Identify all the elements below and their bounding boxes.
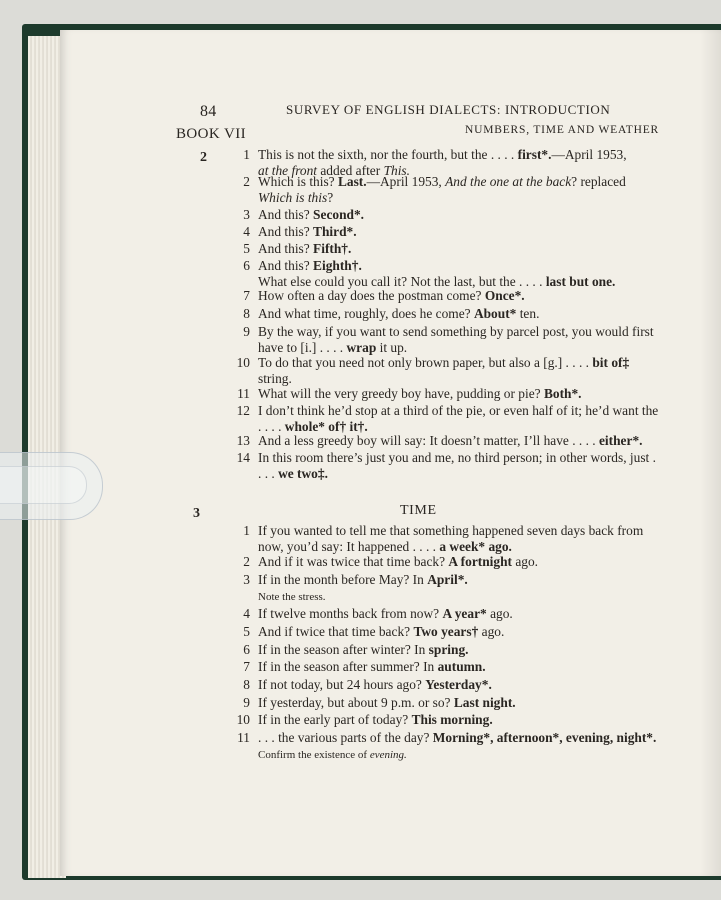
page-number: 84 xyxy=(200,103,217,120)
plastic-page-clip-inner xyxy=(0,466,87,504)
question-number: 8 xyxy=(243,306,250,321)
question-item: 7 If in the season after summer? In autumn. xyxy=(243,659,486,674)
question-item: 6 And this? Eighth†. What else could you call it? Not the last, but the . . . . last but one. xyxy=(243,258,616,289)
question-item: 11 . . . the various parts of the day? Morning*, afternoon*, evening, night*. Confirm the existence of evening. xyxy=(237,730,657,761)
note: Note the stress. xyxy=(258,590,326,603)
question-number: 10 xyxy=(236,355,250,370)
question-item: 8 If not today, but 24 hours ago? Yesterday*. xyxy=(243,677,492,692)
question-item: 9 If yesterday, but about 9 p.m. or so? Last night. xyxy=(243,695,516,710)
question-number: 7 xyxy=(243,288,250,303)
question-number: 9 xyxy=(243,324,250,339)
question-number: 6 xyxy=(243,642,250,657)
question-number: 14 xyxy=(236,450,250,465)
question-item: 2 Which is this? Last.—April 1953, And the one at the back? replaced Which is this? xyxy=(243,174,626,205)
question-item: 6 If in the season after winter? In spring. xyxy=(243,642,469,657)
gutter-shadow xyxy=(700,30,721,876)
question-item: 1 This is not the sixth, nor the fourth, but the . . . . first*.—April 1953, at the front added after This. xyxy=(243,147,627,178)
question-item: 12 I don’t think he’d stop at a third of the pie, or even half of it; he’d want the . . . . whole* of† it†. xyxy=(236,403,659,434)
book-label: BOOK VII xyxy=(176,126,247,142)
question-item: 7 How often a day does the postman come? Once*. xyxy=(243,288,525,303)
question-number: 12 xyxy=(236,403,250,418)
question-number: 1 xyxy=(243,147,250,162)
question-item: 4 And this? Third*. xyxy=(243,224,357,239)
question-item: 10 If in the early part of today? This morning. xyxy=(236,712,493,727)
question-item: 13 And a less greedy boy will say: It doesn’t matter, I’ll have . . . . either*. xyxy=(236,433,643,448)
question-item: 8 And what time, roughly, does he come? About* ten. xyxy=(243,306,540,321)
question-number: 3 xyxy=(243,572,250,587)
question-number: 8 xyxy=(243,677,250,692)
question-number: 11 xyxy=(237,730,250,745)
question-item: 4 If twelve months back from now? A year* ago. xyxy=(243,606,513,621)
question-number: 4 xyxy=(243,606,250,621)
question-number: 10 xyxy=(236,712,250,727)
question-item: 14 In this room there’s just you and me, no third person; in other words, just . . . . we two‡. xyxy=(236,450,656,481)
question-number: 9 xyxy=(243,695,250,710)
question-number: 6 xyxy=(243,258,250,273)
section-heading: TIME xyxy=(400,503,437,518)
question-item: 3 If in the month before May? In April*. Note the stress. xyxy=(243,572,468,603)
question-item: 3 And this? Second*. xyxy=(243,207,365,222)
question-number: 7 xyxy=(243,659,250,674)
question-number: 5 xyxy=(243,241,250,256)
question-item: 11 What will the very greedy boy have, pudding or pie? Both*. xyxy=(237,386,582,401)
question-number: 2 xyxy=(243,174,250,189)
question-item: 5 And if twice that time back? Two years† ago. xyxy=(243,624,505,639)
question-number: 2 xyxy=(243,554,250,569)
section-number: 3 xyxy=(193,506,200,521)
question-item: 1 If you wanted to tell me that something happened seven days back from now, you’d say: It happened . . . . a week* ago. xyxy=(243,523,644,554)
section-title: NUMBERS, TIME AND WEATHER xyxy=(465,124,659,136)
section-number: 2 xyxy=(200,150,207,165)
question-number: 3 xyxy=(243,207,250,222)
running-title: SURVEY OF ENGLISH DIALECTS: INTRODUCTION xyxy=(286,102,611,117)
question-number: 13 xyxy=(236,433,250,448)
question-number: 5 xyxy=(243,624,250,639)
question-item: 2 And if it was twice that time back? A fortnight ago. xyxy=(243,554,539,569)
question-number: 11 xyxy=(237,386,250,401)
question-number: 1 xyxy=(243,523,250,538)
question-item: 9 By the way, if you want to send something by parcel post, you would first have to [i.] . . . . wrap it up. xyxy=(243,324,654,355)
question-item: 10 To do that you need not only brown paper, but also a [g.] . . . . bit of‡ string. xyxy=(236,355,630,386)
question-number: 4 xyxy=(243,224,250,239)
question-item: 5 And this? Fifth†. xyxy=(243,241,352,256)
note: Confirm the existence of xyxy=(258,748,370,761)
